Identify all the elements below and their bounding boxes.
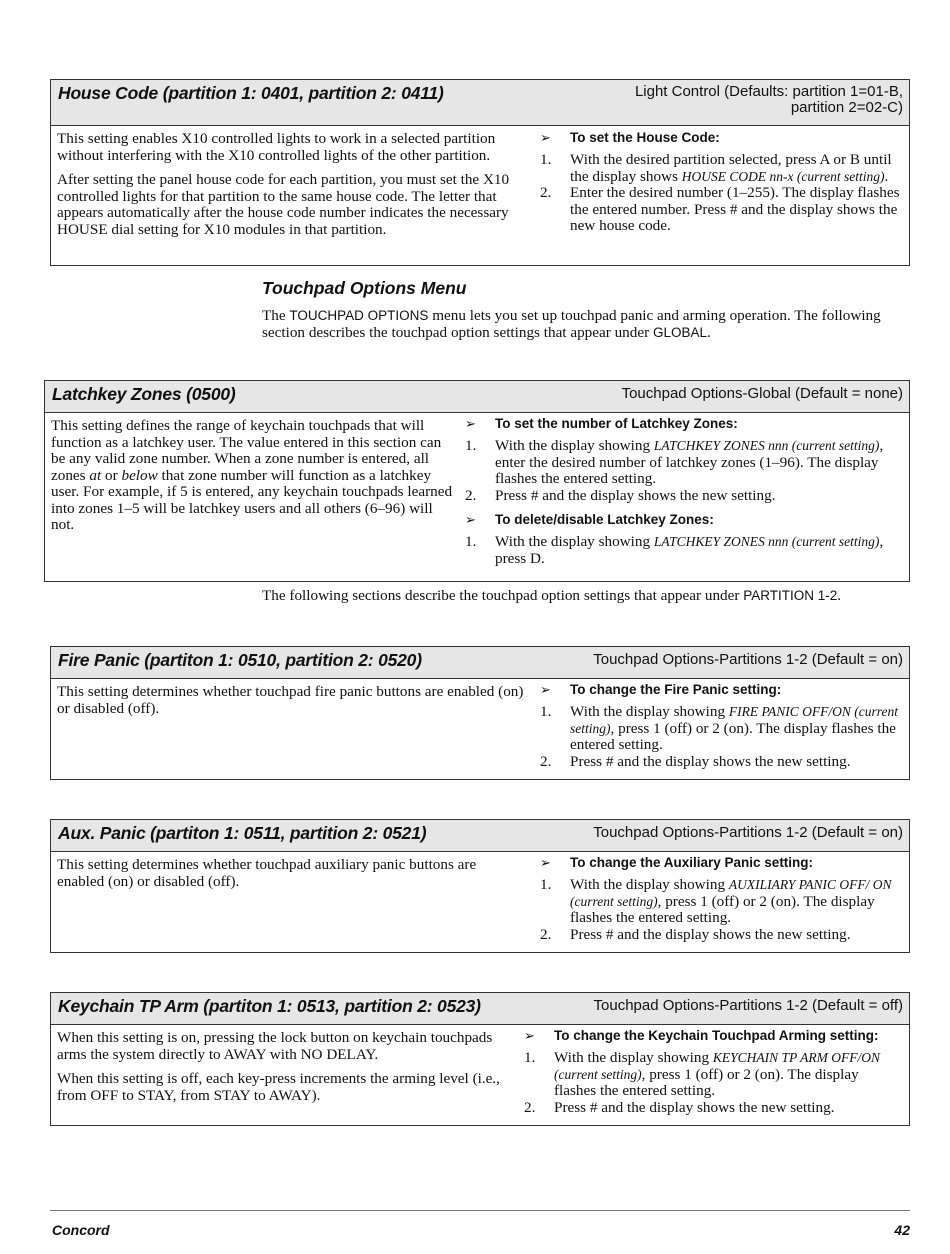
keychain-header xyxy=(51,993,909,1025)
house-code-steps xyxy=(540,130,904,235)
aux-panic-heading: ➢ To change the Auxiliary Panic setting: xyxy=(540,855,814,870)
latchkey-delete-heading: ➢ To delete/disable Latchkey Zones: xyxy=(465,512,714,527)
house-code-category-line1: Light Control (Defaults: partition 1=01-B, xyxy=(634,83,903,100)
fire-panic-header xyxy=(51,647,909,679)
aux-panic-category: Touchpad Options-Partitions 1-2 (Default = on) xyxy=(593,824,903,841)
aux-panic-title: Aux. Panic (partiton 1: 0511, partition 2: 0521) xyxy=(58,823,427,843)
house-code-title: House Code (partition 1: 0401, partition 2: 0411) xyxy=(58,83,444,103)
keychain-title: Keychain TP Arm (partiton 1: 0513, partition 2: 0523) xyxy=(58,996,481,1016)
arrow-bullet-icon: ➢ xyxy=(540,682,551,697)
keychain-para1: When this setting is on, pressing the lock button on keychain touchpads arms the system directly to AWAY with NO DELAY. xyxy=(57,1029,493,1063)
touchpad-options-intro: The TOUCHPAD OPTIONS menu lets you set up touchpad panic and arming operation. The following section describes the touchpad option settings that appear under GLOBAL. xyxy=(262,307,881,341)
aux-panic-step2: 2. Press # and the display shows the new setting. xyxy=(540,925,851,943)
aux-panic-steps xyxy=(540,855,904,943)
house-code-para2: After setting the panel house code for each partition, you must set the X10 controlled lights for that partition to the same house code. The letter that appears automatically after the house code number indicates the necessary HOUSE dial setting for X10 modules in that partition. xyxy=(57,171,510,238)
keychain-steps xyxy=(524,1028,904,1116)
latchkey-steps xyxy=(465,416,903,567)
house-code-step1: 1. With the desired partition selected, press A or B until the display shows HOUSE CODE nn-x (current setting). xyxy=(540,151,892,185)
latchkey-delete-step1: 1. With the display showing LATCHKEY ZONES nnn (current setting), press D. xyxy=(465,533,884,567)
fire-panic-description xyxy=(57,684,527,725)
house-code-para1: This setting enables X10 controlled lights to work in a selected partition without interfering with the X10 controlled lights of the other partition. xyxy=(57,130,496,164)
latchkey-description xyxy=(51,418,453,542)
latchkey-header xyxy=(45,381,909,413)
house-code-steps-heading: ➢ To set the House Code: xyxy=(540,130,720,145)
arrow-bullet-icon: ➢ xyxy=(540,855,551,870)
latchkey-zones-box xyxy=(44,380,910,582)
footer-page-number: 42 xyxy=(894,1222,910,1238)
display-text: AUXILIARY PANIC OFF/ ON (current setting) xyxy=(570,877,892,909)
latchkey-set-step1: 1. With the display showing LATCHKEY ZONES nnn (current setting), enter the desired number of latchkey zones (1–96). The display flashes the entered setting. xyxy=(465,437,884,487)
latchkey-category: Touchpad Options-Global (Default = none) xyxy=(621,385,903,402)
keychain-tp-arm-box xyxy=(50,992,910,1126)
arrow-bullet-icon: ➢ xyxy=(465,416,476,431)
aux-panic-description xyxy=(57,857,527,898)
house-code-category-line2: partition 2=02-C) xyxy=(790,99,903,116)
fire-panic-box xyxy=(50,646,910,780)
fire-panic-category: Touchpad Options-Partitions 1-2 (Default = on) xyxy=(593,651,903,668)
latchkey-set-heading: ➢ To set the number of Latchkey Zones: xyxy=(465,416,738,431)
display-text: LATCHKEY ZONES nnn (current setting) xyxy=(653,534,880,549)
display-text: KEYCHAIN TP ARM OFF/ON (current setting) xyxy=(554,1050,880,1082)
house-code-description xyxy=(57,131,527,246)
aux-panic-box xyxy=(50,819,910,953)
arrow-bullet-icon: ➢ xyxy=(540,130,551,145)
aux-panic-step1: 1. With the display showing AUXILIARY PANIC OFF/ ON (current setting), press 1 (off) or 2 (on). The display flashes the entered setting. xyxy=(540,876,892,926)
display-text: FIRE PANIC OFF/ON (current setting) xyxy=(570,704,898,736)
aux-panic-para: This setting determines whether touchpad auxiliary panic buttons are enabled (on) or disabled (off). xyxy=(57,856,477,890)
aux-panic-header xyxy=(51,820,909,852)
keychain-para2: When this setting is off, each key-press increments the arming level (i.e., from OFF to STAY, from STAY to AWAY). xyxy=(57,1070,500,1104)
house-code-box xyxy=(50,79,910,266)
display-text: HOUSE CODE nn-x (current setting) xyxy=(681,168,885,184)
keychain-description xyxy=(57,1030,512,1112)
keychain-heading: ➢ To change the Keychain Touchpad Arming setting: xyxy=(524,1028,879,1043)
fire-panic-step2: 2. Press # and the display shows the new setting. xyxy=(540,752,851,770)
arrow-bullet-icon: ➢ xyxy=(465,512,476,527)
latchkey-set-step2: 2. Press # and the display shows the new setting. xyxy=(465,486,776,504)
footer-divider xyxy=(50,1210,910,1211)
house-code-step2: 2. Enter the desired number (1–255). The display flashes the entered number. Press # and the display shows the new house code. xyxy=(540,184,900,234)
arrow-bullet-icon: ➢ xyxy=(524,1028,535,1043)
partition-intro: The following sections describe the touchpad option settings that appear under PARTITION 1-2. xyxy=(262,587,842,604)
house-code-header xyxy=(51,80,909,126)
fire-panic-heading: ➢ To change the Fire Panic setting: xyxy=(540,682,782,697)
fire-panic-para: This setting determines whether touchpad fire panic buttons are enabled (on) or disabled (off). xyxy=(57,683,524,717)
touchpad-options-title: Touchpad Options Menu xyxy=(262,278,467,298)
fire-panic-title: Fire Panic (partiton 1: 0510, partition 2: 0520) xyxy=(58,650,422,670)
keychain-category: Touchpad Options-Partitions 1-2 (Default = off) xyxy=(593,997,903,1014)
keychain-step1: 1. With the display showing KEYCHAIN TP ARM OFF/ON (current setting), press 1 (off) or 2 (on). The display flashes the entered setting. xyxy=(524,1049,880,1099)
house-code-category xyxy=(635,84,903,116)
footer-product-name: Concord xyxy=(52,1222,110,1238)
latchkey-title: Latchkey Zones (0500) xyxy=(52,384,236,404)
keychain-step2: 2. Press # and the display shows the new setting. xyxy=(524,1098,835,1116)
fire-panic-steps xyxy=(540,682,904,770)
latchkey-para: This setting defines the range of keychain touchpads that will function as a latchkey user. The value entered in this section can be any valid zone number. When a zone number is entered, all zones at or below that zone number will function as a latchkey user. For example, if 5 is entered, any keychain touchpads learned into zones 1–5 will be latchkey users and all others (6–96) will not. xyxy=(51,417,453,533)
fire-panic-step1: 1. With the display showing FIRE PANIC OFF/ON (current setting), press 1 (off) or 2 (on). The display flashes the entered setting. xyxy=(540,703,898,753)
display-text: LATCHKEY ZONES nnn (current setting) xyxy=(653,438,880,453)
